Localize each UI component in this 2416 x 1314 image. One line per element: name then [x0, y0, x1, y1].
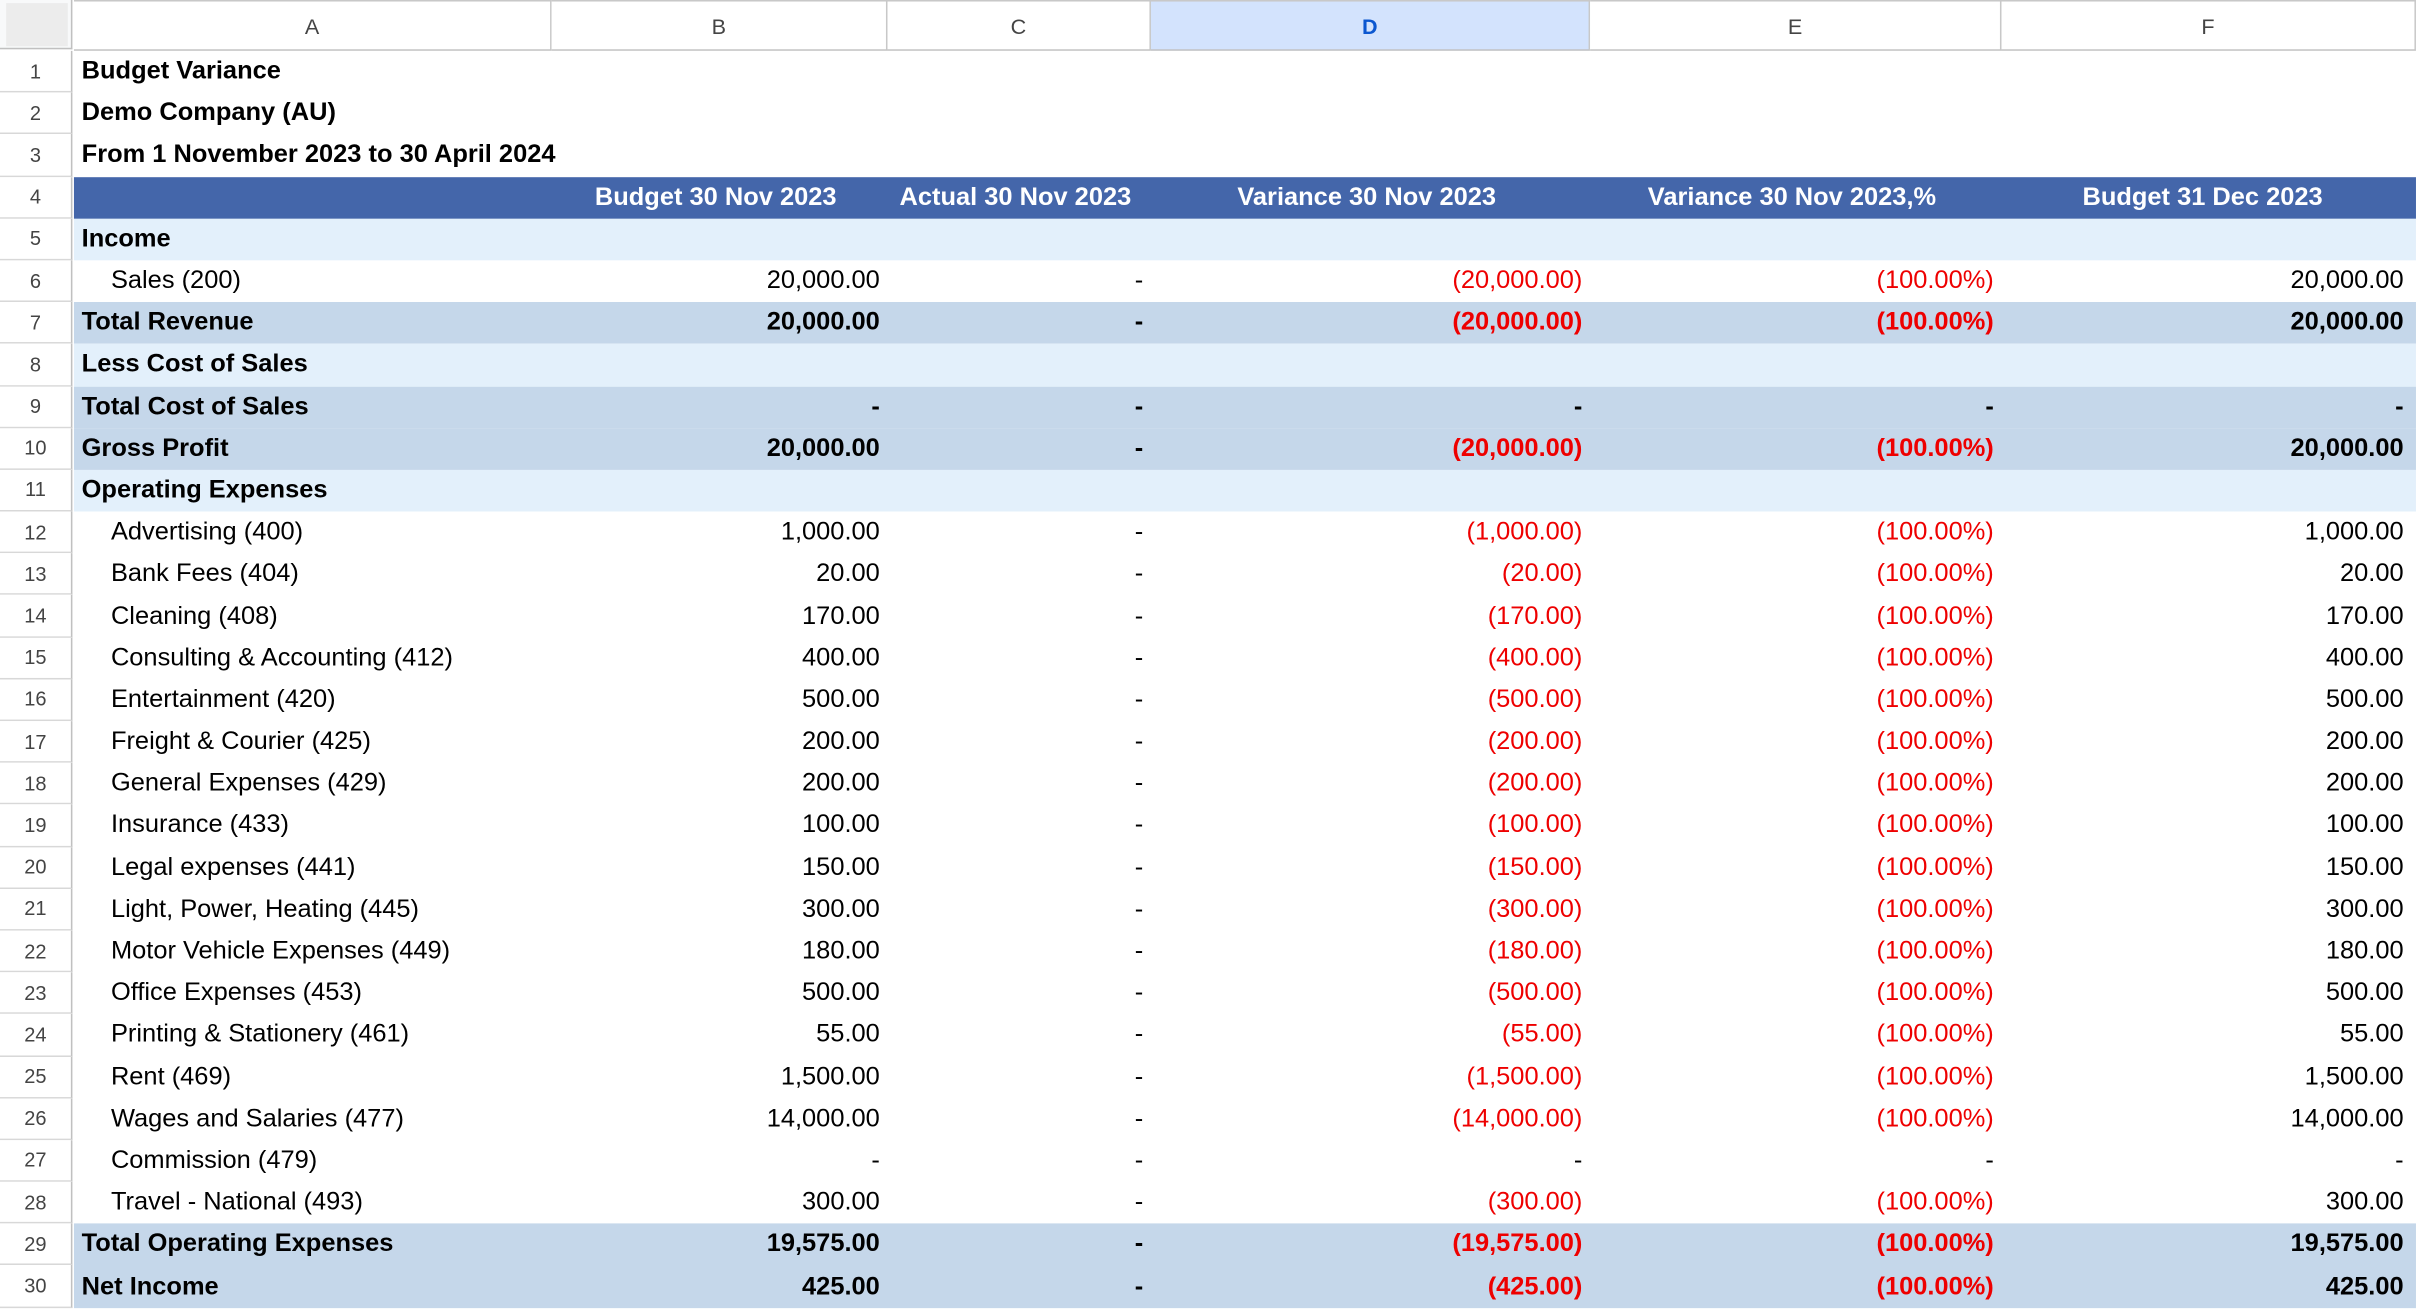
table-row — [0, 428, 2416, 470]
row-number[interactable]: 23 — [0, 972, 72, 1014]
actual-nov-cell[interactable]: - — [1134, 601, 1144, 630]
actual-nov-cell[interactable]: - — [1134, 769, 1144, 798]
budget-nov-cell[interactable]: 20,000.00 — [766, 266, 880, 295]
row-number[interactable]: 19 — [0, 805, 72, 847]
row-number[interactable]: 21 — [0, 889, 72, 931]
variance-pct-cell[interactable]: - — [1985, 392, 1994, 421]
budget-dec-cell[interactable]: 180.00 — [2325, 936, 2404, 965]
variance-nov-cell[interactable]: (55.00) — [1501, 1020, 1583, 1049]
variance-nov-cell[interactable]: - — [1573, 392, 1583, 421]
actual-nov-cell[interactable]: - — [1134, 685, 1144, 714]
table-row — [0, 302, 2416, 344]
variance-pct-cell[interactable]: (100.00%) — [1876, 266, 1994, 295]
row-label[interactable]: Total Revenue — [81, 308, 254, 337]
row-number[interactable]: 27 — [0, 1140, 72, 1182]
budget-nov-cell[interactable]: 1,500.00 — [780, 1062, 880, 1091]
table-row — [0, 344, 2416, 386]
variance-pct-cell[interactable]: (100.00%) — [1876, 1020, 1994, 1049]
budget-nov-cell[interactable]: 300.00 — [802, 1188, 880, 1216]
header-budget-nov[interactable]: Budget 30 Nov 2023 — [594, 182, 837, 211]
table-row — [0, 637, 2416, 679]
table-header-row — [0, 177, 2416, 219]
variance-nov-cell[interactable]: - — [1573, 1146, 1583, 1175]
table-row — [0, 554, 2416, 596]
row-label[interactable]: Light, Power, Heating (445) — [110, 894, 420, 923]
variance-pct-cell[interactable]: (100.00%) — [1876, 308, 1994, 337]
actual-nov-cell[interactable]: - — [1134, 559, 1144, 588]
row-number[interactable]: 5 — [0, 218, 72, 260]
row-label[interactable]: General Expenses (429) — [110, 769, 387, 798]
budget-dec-cell[interactable]: 170.00 — [2325, 601, 2404, 630]
variance-pct-cell[interactable]: (100.00%) — [1876, 811, 1994, 839]
header-actual-nov[interactable]: Actual 30 Nov 2023 — [899, 182, 1132, 211]
variance-pct-cell[interactable]: (100.00%) — [1876, 894, 1994, 923]
budget-nov-cell[interactable]: 20,000.00 — [766, 308, 880, 337]
variance-nov-cell[interactable]: (425.00) — [1487, 1271, 1583, 1300]
budget-dec-cell[interactable]: 14,000.00 — [2290, 1104, 2404, 1133]
table-row — [0, 763, 2416, 805]
budget-nov-cell[interactable]: - — [871, 392, 880, 421]
actual-nov-cell[interactable]: - — [1134, 811, 1144, 839]
table-row — [0, 1014, 2416, 1056]
row-label[interactable]: Sales (200) — [110, 266, 241, 295]
row-number[interactable]: 9 — [0, 386, 72, 428]
variance-pct-cell[interactable]: (100.00%) — [1876, 643, 1994, 672]
budget-dec-cell[interactable]: 20,000.00 — [2290, 266, 2404, 295]
budget-dec-cell[interactable]: 1,500.00 — [2304, 1062, 2404, 1091]
row-label[interactable]: Commission (479) — [110, 1146, 318, 1175]
row-label[interactable]: Bank Fees (404) — [110, 559, 299, 588]
row-number[interactable]: 15 — [0, 637, 72, 679]
row-label[interactable]: Consulting & Accounting (412) — [110, 643, 453, 672]
header-variance-nov[interactable]: Variance 30 Nov 2023 — [1237, 182, 1497, 211]
row-number[interactable]: 24 — [0, 1014, 72, 1056]
variance-pct-cell[interactable]: (100.00%) — [1876, 559, 1994, 588]
variance-nov-cell[interactable]: (14,000.00) — [1452, 1104, 1583, 1133]
budget-dec-cell[interactable]: 1,000.00 — [2304, 517, 2404, 546]
row-number[interactable]: 3 — [0, 135, 72, 177]
actual-nov-cell[interactable]: - — [1134, 1230, 1144, 1258]
budget-nov-cell[interactable]: 150.00 — [802, 853, 880, 881]
variance-pct-cell[interactable]: (100.00%) — [1876, 1188, 1994, 1216]
row-label[interactable]: Office Expenses (453) — [110, 978, 363, 1007]
budget-dec-cell[interactable]: 500.00 — [2325, 978, 2404, 1007]
actual-nov-cell[interactable]: - — [1134, 936, 1144, 965]
row-number[interactable]: 14 — [0, 595, 72, 637]
grid-row — [0, 135, 2416, 177]
column-header-bar — [0, 0, 2416, 51]
row-number[interactable]: 10 — [0, 428, 72, 470]
budget-nov-cell[interactable]: 500.00 — [802, 978, 880, 1007]
variance-pct-cell[interactable]: (100.00%) — [1876, 769, 1994, 798]
table-row — [0, 972, 2416, 1014]
row-label[interactable]: Income — [81, 224, 171, 253]
actual-nov-cell[interactable]: - — [1134, 1104, 1144, 1133]
variance-pct-cell[interactable]: (100.00%) — [1876, 1104, 1994, 1133]
budget-nov-cell[interactable]: 170.00 — [802, 601, 880, 630]
row-number[interactable]: 18 — [0, 763, 72, 805]
table-row — [0, 260, 2416, 302]
variance-nov-cell[interactable]: (20,000.00) — [1452, 308, 1583, 337]
actual-nov-cell[interactable]: - — [1134, 978, 1144, 1007]
variance-pct-cell[interactable]: (100.00%) — [1876, 685, 1994, 714]
row-number[interactable]: 29 — [0, 1224, 72, 1266]
table-row — [0, 889, 2416, 931]
budget-nov-cell[interactable]: 180.00 — [802, 936, 880, 965]
variance-nov-cell[interactable]: (19,575.00) — [1452, 1230, 1583, 1258]
actual-nov-cell[interactable]: - — [1134, 727, 1144, 756]
table-row — [0, 386, 2416, 428]
budget-dec-cell[interactable]: 19,575.00 — [2290, 1230, 2404, 1258]
row-number[interactable]: 17 — [0, 721, 72, 763]
row-label[interactable]: Rent (469) — [110, 1062, 232, 1091]
row-number[interactable]: 11 — [0, 470, 72, 512]
table-row — [0, 595, 2416, 637]
actual-nov-cell[interactable]: - — [1134, 894, 1144, 923]
column-header-c[interactable]: C — [888, 0, 1151, 51]
budget-nov-cell[interactable]: 14,000.00 — [766, 1104, 880, 1133]
budget-dec-cell[interactable]: 300.00 — [2325, 894, 2404, 923]
budget-nov-cell[interactable]: 1,000.00 — [780, 517, 880, 546]
select-all-corner[interactable] — [0, 0, 72, 49]
budget-nov-cell[interactable]: 500.00 — [802, 685, 880, 714]
row-number[interactable]: 30 — [0, 1266, 72, 1308]
actual-nov-cell[interactable]: - — [1134, 434, 1144, 462]
actual-nov-cell[interactable]: - — [1134, 392, 1144, 421]
table-row — [0, 1224, 2416, 1266]
variance-nov-cell[interactable]: (200.00) — [1487, 727, 1583, 756]
budget-dec-cell[interactable]: 150.00 — [2325, 853, 2404, 881]
actual-nov-cell[interactable]: - — [1134, 643, 1144, 672]
budget-nov-cell[interactable]: 200.00 — [802, 769, 880, 798]
variance-nov-cell[interactable]: (200.00) — [1487, 769, 1583, 798]
budget-dec-cell[interactable]: - — [2395, 1146, 2404, 1175]
budget-dec-cell[interactable]: 55.00 — [2340, 1020, 2404, 1049]
budget-dec-cell[interactable]: 20,000.00 — [2290, 308, 2404, 337]
report-title[interactable]: Budget Variance — [81, 57, 281, 85]
table-row — [0, 1056, 2416, 1098]
variance-nov-cell[interactable]: (1,000.00) — [1466, 517, 1583, 546]
budget-dec-cell[interactable]: 300.00 — [2325, 1188, 2404, 1216]
column-header-d[interactable]: D — [1151, 0, 1590, 51]
row-label[interactable]: Cleaning (408) — [110, 601, 278, 630]
budget-nov-cell[interactable]: 200.00 — [802, 727, 880, 756]
variance-nov-cell[interactable]: (500.00) — [1487, 978, 1583, 1007]
actual-nov-cell[interactable]: - — [1134, 1020, 1144, 1049]
table-row — [0, 512, 2416, 554]
table-row — [0, 679, 2416, 721]
row-number[interactable]: 8 — [0, 344, 72, 386]
row-number[interactable]: 2 — [0, 93, 72, 135]
variance-nov-cell[interactable]: (100.00) — [1487, 811, 1583, 839]
column-header-e[interactable]: E — [1590, 0, 2001, 51]
grid-row — [0, 51, 2416, 93]
row-label[interactable]: Operating Expenses — [81, 476, 328, 504]
table-row — [0, 218, 2416, 260]
budget-dec-cell[interactable]: 500.00 — [2325, 685, 2404, 714]
row-label[interactable]: Printing & Stationery (461) — [110, 1020, 410, 1049]
budget-nov-cell[interactable]: 300.00 — [802, 894, 880, 923]
budget-dec-cell[interactable]: 20.00 — [2340, 559, 2404, 588]
actual-nov-cell[interactable]: - — [1134, 266, 1144, 295]
row-number[interactable]: 7 — [0, 302, 72, 344]
column-header-f[interactable]: F — [2001, 0, 2415, 51]
row-number[interactable]: 1 — [0, 51, 72, 93]
row-label[interactable]: Total Cost of Sales — [81, 392, 309, 421]
row-number[interactable]: 16 — [0, 679, 72, 721]
row-label[interactable]: Net Income — [81, 1271, 219, 1300]
variance-pct-cell[interactable]: (100.00%) — [1876, 601, 1994, 630]
table-row — [0, 847, 2416, 889]
variance-nov-cell[interactable]: (180.00) — [1487, 936, 1583, 965]
row-label[interactable]: Travel - National (493) — [110, 1188, 363, 1216]
row-label[interactable]: Freight & Courier (425) — [110, 727, 371, 756]
header-variance-pct-nov[interactable]: Variance 30 Nov 2023,% — [1647, 182, 1937, 211]
row-label[interactable]: Less Cost of Sales — [81, 350, 308, 379]
table-row — [0, 1140, 2416, 1182]
row-number[interactable]: 26 — [0, 1098, 72, 1140]
variance-pct-cell[interactable]: (100.00%) — [1876, 727, 1994, 756]
report-period[interactable]: From 1 November 2023 to 30 April 2024 — [81, 140, 556, 169]
row-number[interactable]: 22 — [0, 931, 72, 973]
variance-pct-cell[interactable]: (100.00%) — [1876, 978, 1994, 1007]
row-number[interactable]: 13 — [0, 554, 72, 596]
budget-dec-cell[interactable]: 200.00 — [2325, 727, 2404, 756]
grid-row — [0, 93, 2416, 135]
budget-nov-cell[interactable]: - — [871, 1146, 880, 1175]
variance-pct-cell[interactable]: (100.00%) — [1876, 936, 1994, 965]
table-row — [0, 470, 2416, 512]
variance-nov-cell[interactable]: (500.00) — [1487, 685, 1583, 714]
actual-nov-cell[interactable]: - — [1134, 1062, 1144, 1091]
budget-nov-cell[interactable]: 100.00 — [802, 811, 880, 839]
table-row — [0, 1266, 2416, 1308]
variance-pct-cell[interactable]: (100.00%) — [1876, 517, 1994, 546]
company-name[interactable]: Demo Company (AU) — [81, 99, 336, 127]
actual-nov-cell[interactable]: - — [1134, 308, 1144, 337]
variance-nov-cell[interactable]: (300.00) — [1487, 1188, 1583, 1216]
budget-dec-cell[interactable]: 20,000.00 — [2290, 434, 2404, 462]
row-number[interactable]: 28 — [0, 1182, 72, 1224]
row-label[interactable]: Gross Profit — [81, 434, 229, 462]
table-row — [0, 721, 2416, 763]
budget-nov-cell[interactable]: 425.00 — [802, 1271, 880, 1300]
budget-nov-cell[interactable]: 19,575.00 — [766, 1230, 880, 1258]
budget-dec-cell[interactable]: 200.00 — [2325, 769, 2404, 798]
variance-nov-cell[interactable]: (1,500.00) — [1466, 1062, 1583, 1091]
budget-dec-cell[interactable]: 100.00 — [2325, 811, 2404, 839]
variance-nov-cell[interactable]: (400.00) — [1487, 643, 1583, 672]
actual-nov-cell[interactable]: - — [1134, 1271, 1144, 1300]
variance-nov-cell[interactable]: (150.00) — [1487, 853, 1583, 881]
variance-pct-cell[interactable]: (100.00%) — [1876, 1271, 1994, 1300]
row-number[interactable]: 12 — [0, 512, 72, 554]
actual-nov-cell[interactable]: - — [1134, 517, 1144, 546]
row-number[interactable]: 4 — [0, 177, 72, 219]
row-label[interactable]: Insurance (433) — [110, 811, 290, 839]
budget-nov-cell[interactable]: 20,000.00 — [766, 434, 880, 462]
table-row — [0, 805, 2416, 847]
row-label[interactable]: Motor Vehicle Expenses (449) — [110, 936, 451, 965]
row-number[interactable]: 25 — [0, 1056, 72, 1098]
actual-nov-cell[interactable]: - — [1134, 1146, 1144, 1175]
variance-nov-cell[interactable]: (20,000.00) — [1452, 266, 1583, 295]
column-header-a[interactable]: A — [74, 0, 552, 51]
table-row — [0, 1182, 2416, 1224]
row-label[interactable]: Legal expenses (441) — [110, 853, 356, 881]
row-label[interactable]: Advertising (400) — [110, 517, 304, 546]
row-label[interactable]: Wages and Salaries (477) — [110, 1104, 404, 1133]
row-label[interactable]: Total Operating Expenses — [81, 1230, 394, 1258]
variance-nov-cell[interactable]: (20,000.00) — [1452, 434, 1583, 462]
cell-grid — [0, 51, 2416, 1308]
variance-pct-cell[interactable]: (100.00%) — [1876, 1230, 1994, 1258]
variance-pct-cell[interactable]: (100.00%) — [1876, 853, 1994, 881]
budget-nov-cell[interactable]: 20.00 — [816, 559, 880, 588]
variance-nov-cell[interactable]: (300.00) — [1487, 894, 1583, 923]
row-label[interactable]: Entertainment (420) — [110, 685, 336, 714]
table-row — [0, 1098, 2416, 1140]
budget-nov-cell[interactable]: 55.00 — [816, 1020, 880, 1049]
budget-dec-cell[interactable]: 425.00 — [2325, 1271, 2404, 1300]
row-number[interactable]: 20 — [0, 847, 72, 889]
actual-nov-cell[interactable]: - — [1134, 853, 1144, 881]
variance-pct-cell[interactable]: (100.00%) — [1876, 1062, 1994, 1091]
budget-dec-cell[interactable]: 400.00 — [2325, 643, 2404, 672]
variance-nov-cell[interactable]: (20.00) — [1501, 559, 1583, 588]
actual-nov-cell[interactable]: - — [1134, 1188, 1144, 1216]
row-number[interactable]: 6 — [0, 260, 72, 302]
budget-nov-cell[interactable]: 400.00 — [802, 643, 880, 672]
variance-nov-cell[interactable]: (170.00) — [1487, 601, 1583, 630]
column-header-b[interactable]: B — [552, 0, 888, 51]
variance-pct-cell[interactable]: - — [1985, 1146, 1994, 1175]
header-budget-dec[interactable]: Budget 31 Dec 2023 — [2082, 182, 2323, 211]
variance-pct-cell[interactable]: (100.00%) — [1876, 434, 1994, 462]
table-row — [0, 931, 2416, 973]
budget-dec-cell[interactable]: - — [2395, 392, 2404, 421]
